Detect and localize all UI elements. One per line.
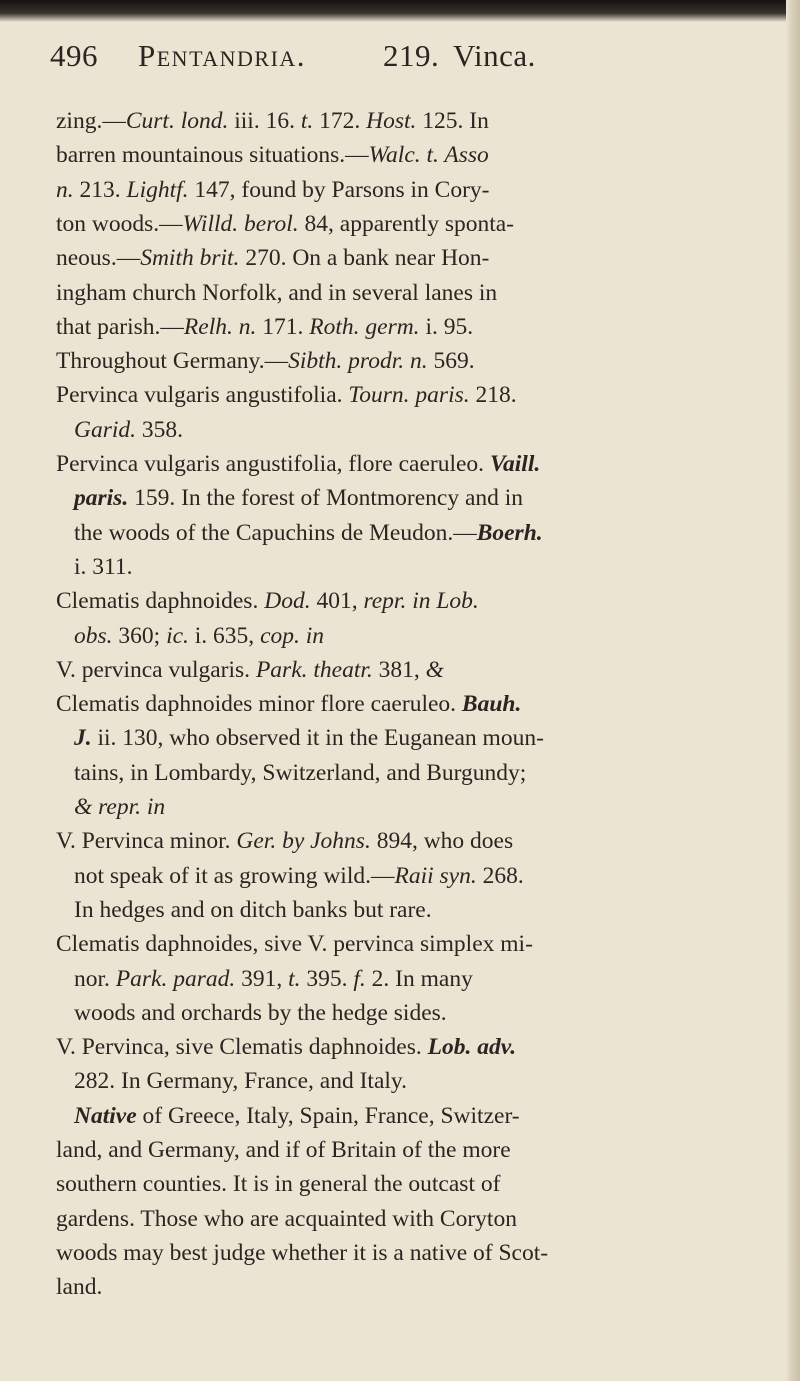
text-segment: zing.— [56,108,126,134]
text-segment: Vaill. [489,451,541,477]
text-segment: Throughout Germany.— [56,348,289,375]
text-segment: cop. in [260,622,325,649]
text-segment: i. 95. [419,313,474,340]
running-head [50,38,750,98]
text-segment: land. [56,1274,103,1301]
text-segment: Curt. lond. [125,108,229,134]
text-segment: repr. in Lob. [363,588,479,615]
text-line [56,1202,517,1236]
class-name: Pentandria. [138,38,307,73]
text-segment: Clematis daphnoides. [56,588,265,615]
text-segment: V. pervinca vulgaris. [56,656,256,683]
text-line [56,104,489,138]
text-segment: iii. 16. [228,108,301,134]
text-segment: Willd. berol. [182,210,299,237]
text-line [56,927,533,961]
text-segment: woods and orchards by the hedge sides. [74,999,447,1026]
text-segment: n. [56,176,74,203]
text-line [74,619,324,653]
text-segment: 282. In Germany, France, and Italy. [74,1068,408,1095]
text-segment: land, and Germany, and if of Britain of the more [56,1137,511,1163]
text-line [56,1133,511,1167]
text-segment: Pervinca vulgaris angustifolia, flore caeruleo. [56,451,490,477]
text-segment: 2. In many [365,965,473,992]
text-line [56,653,444,687]
text-segment: t. [288,965,301,992]
text-line [74,790,165,824]
text-line [56,138,489,172]
page-number: 496 [50,38,98,73]
text-segment: & repr. in [74,794,166,820]
text-segment: Native [74,1102,137,1129]
text-line [74,1064,407,1098]
genus-number: 219. [383,38,440,73]
text-segment: of Greece, Italy, Spain, France, Switzer- [136,1102,520,1129]
text-segment: Bauh. [461,691,522,718]
text-line [56,584,479,618]
text-line [56,1236,548,1270]
text-segment: Sibth. prodr. n. [288,348,428,375]
text-segment: 84, apparently sponta- [298,210,514,237]
text-segment: Garid. [74,416,137,443]
text-segment: 213. [73,176,127,203]
text-line [56,344,475,378]
text-segment: Lob. adv. [427,1034,517,1061]
text-segment: tains, in Lombardy, Switzerland, and Burgundy; [74,759,527,786]
text-segment: V. Pervinca, sive Clematis daphnoides. [56,1034,428,1061]
text-segment: 218. [469,382,517,409]
text-line [74,996,447,1030]
text-line [74,893,432,927]
text-segment: 268. [476,862,524,889]
text-segment: 171. [256,313,310,340]
text-segment: 360; [112,622,167,649]
text-segment: 358. [136,416,184,443]
text-segment: ingham church Norfolk, and in several lanes in [56,279,498,306]
text-segment: J. [74,725,92,752]
text-segment: the woods of the Capuchins de Meudon.— [74,519,477,546]
text-line [74,721,544,755]
text-line [74,550,133,584]
text-segment: Boerh. [476,519,543,546]
text-line [56,1030,516,1064]
text-line [74,756,526,790]
text-segment: Park. theatr. [255,656,373,683]
text-segment: Clematis daphnoides minor flore caeruleo. [56,691,462,718]
text-line [56,1270,102,1304]
text-segment: obs. [74,622,113,649]
text-segment: gardens. Those who are acquainted with Coryton [56,1205,517,1232]
text-segment: neous.— [56,245,141,272]
text-segment: i. 635, [188,622,261,649]
text-segment: V. Pervinca minor. [56,828,237,855]
text-segment: Host. [366,108,417,134]
text-segment: southern counties. It is in general the outcast of [56,1171,501,1198]
text-line [56,447,540,481]
text-segment: nor. [74,965,116,992]
text-line [56,310,473,344]
text-line [74,516,543,550]
text-segment: 147, found by Parsons in Cory- [188,176,490,203]
text-segment: 395. [300,965,354,992]
text-line [56,173,489,207]
text-line [56,276,497,310]
text-segment: not speak of it as growing wild.— [74,862,395,889]
text-segment: Raii syn. [394,862,477,889]
text-segment: paris. [74,485,129,512]
text-line [74,481,523,515]
text-segment: barren mountainous situations.— [56,142,369,169]
text-segment: Lightf. [126,176,189,203]
text-line [74,962,473,996]
text-line [56,207,514,241]
text-segment: Clematis daphnoides, sive V. pervinca simplex mi- [56,931,533,958]
text-segment: Dod. [264,588,311,615]
text-segment: Ger. by Johns. [236,828,371,855]
text-line [74,1099,520,1133]
text-segment: Walc. t. Asso [368,142,489,169]
text-segment: Park. parad. [115,965,236,992]
text-segment: 894, who does [370,828,514,855]
text-line [74,859,524,893]
text-segment: i. 311. [74,553,133,580]
text-line [56,1167,500,1201]
text-segment: 270. On a bank near Hon- [239,245,490,272]
text-segment: Smith brit. [140,245,240,272]
genus-name: Vinca. [453,38,536,73]
text-segment: ic. [166,622,189,649]
text-segment: Relh. n. [183,313,257,340]
text-segment: that parish.— [56,313,184,340]
text-segment: 172. [313,108,367,134]
text-segment: Pervinca vulgaris angustifolia. [56,382,349,409]
text-segment: 401, [310,588,364,615]
text-segment: 159. In the forest of Montmorency and in [128,485,524,512]
text-segment: ton woods.— [56,210,183,237]
text-segment: Roth. germ. [309,313,420,340]
text-segment: 391, [235,965,289,992]
text-segment: 569. [427,348,475,375]
text-segment: ii. 130, who observed it in the Euganean moun- [91,725,544,752]
text-line [56,824,513,858]
text-segment: t. [300,108,314,134]
text-line [56,687,521,721]
text-line [56,378,517,412]
text-segment: f. [353,965,366,992]
text-line [56,241,489,275]
text-segment: & [425,656,444,683]
text-segment: Tourn. paris. [348,382,470,409]
text-segment: 125. In [416,108,489,134]
text-line [74,413,183,447]
text-segment: 381, [372,656,426,683]
text-segment: In hedges and on ditch banks but rare. [74,896,432,923]
text-segment: woods may best judge whether it is a native of Scot- [56,1239,549,1266]
